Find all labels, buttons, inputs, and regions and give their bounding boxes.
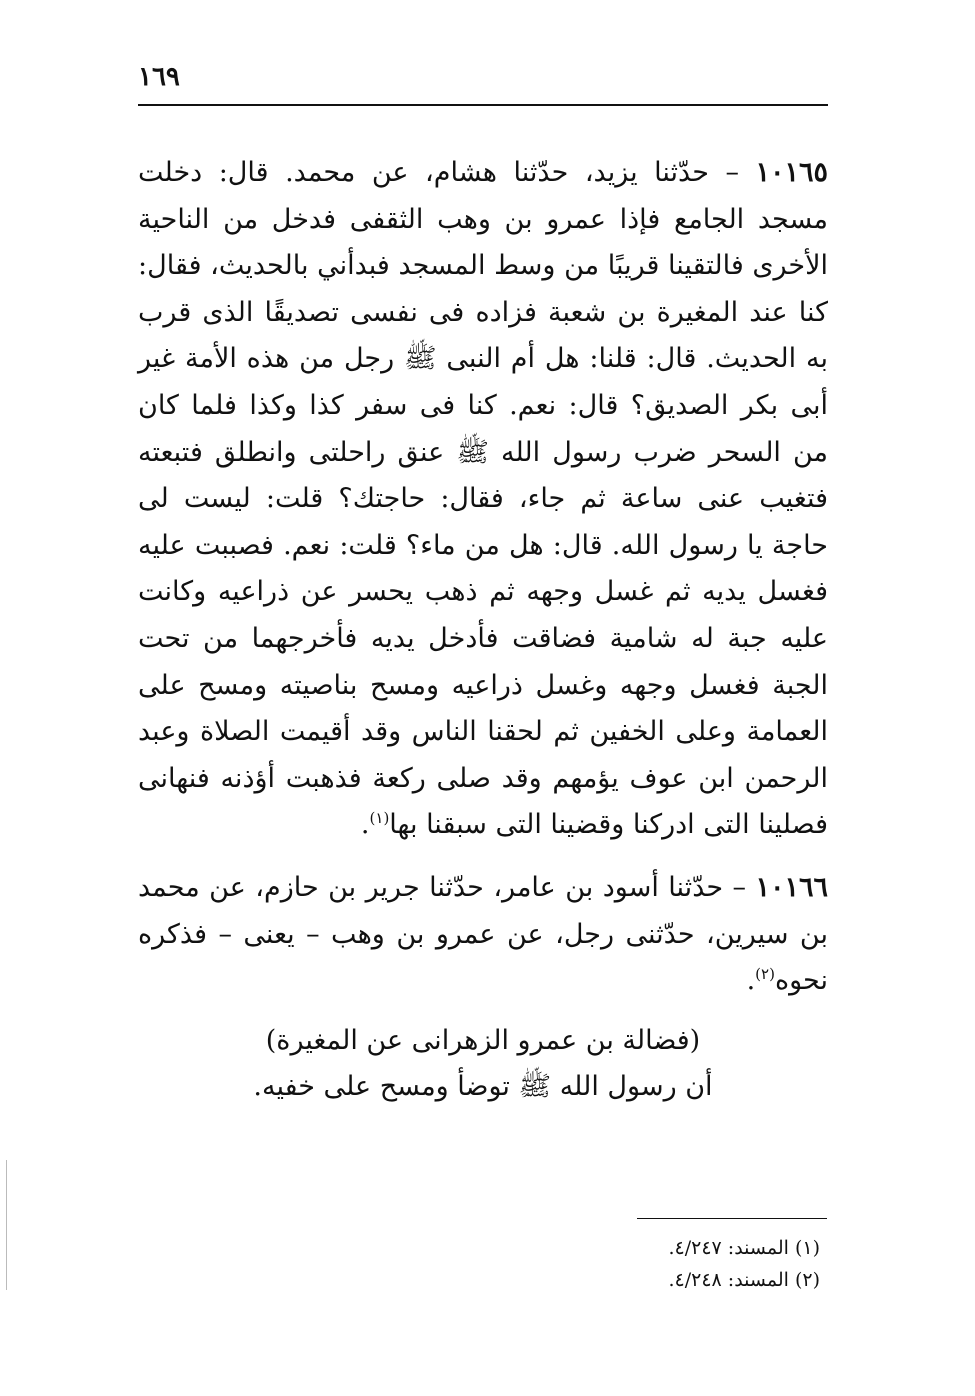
hadith-paragraph: ١٠١٦٥ – حدّثنا يزيد، حدّثنا هشام، عن محمد. قال: دخلت مسجد الجامع فإذا عمرو بن وهب الثقفى فدخل من الناحية الأخرى فالتقينا قريبًا من وسط المسجد فبدأني بالحديث، فقال: كنا عند المغيرة بن شعبة فزاده فى نفسى تصديقًا الذى قرب به الحديث. قال: قلنا: هل أم النبى ﷺ رجل من هذه الأمة غير أبى بكر الصديق؟ قال: نعم. كنا فى سفر كذا وكذا فلما كان من السحر ضرب رسول الله ﷺ عنق راحلتى وانطلق فتبعته فتغيب عنى ساعة ثم جاء، فقال: حاجتك؟ قلت: ليست لى حاجة يا رسول الله. قال: هل من ماء؟ قلت: نعم. فصببت عليه فغسل يديه ثم غسل وجهه ثم ذهب يحسر عن ذراعيه وكانت عليه جبة له شامية فضاقت فأدخل يديه فأخرجهما من تحت الجبة فغسل وجهه وغسل ذراعيه ومسح بناصيته ومسح على العمامة وعلى الخفين ثم لحقنا الناس وقد أقيمت الصلاة وعبد الرحمن ابن عوف يؤمهم وقد صلى ركعة فذهبت أؤذنه فنهانى فصلينا التى ادركنا وقضينا التى سبقنا بها$^{(١)}$. bbox=[138, 157, 828, 841]
footnote-ref: (٢) bbox=[755, 965, 775, 984]
hadith-text: – حدّثنا أسود بن عامر، حدّثنا جرير بن حازم، عن محمد بن سيرين، حدّثنى رجل، عن عمرو بن وهب – يعنى – فذكره نحوه bbox=[138, 871, 828, 997]
chapter-text: أن رسول الله ﷺ توضأ ومسح على خفيه. bbox=[253, 1071, 713, 1102]
margin-scan-mark bbox=[6, 1160, 7, 1290]
hadith-number: ١٠١٦٥ bbox=[755, 157, 828, 188]
header-rule bbox=[138, 104, 828, 106]
chapter-block bbox=[138, 1018, 828, 1110]
hadith-number: ١٠١٦٦ bbox=[755, 871, 828, 903]
footnote-rule bbox=[637, 1218, 827, 1219]
hadith-text: – حدّثنا يزيد، حدّثنا هشام، عن محمد. قال: دخلت مسجد الجامع فإذا عمرو بن وهب الثقفى فدخل من الناحية الأخرى فالتقينا قريبًا من وسط المسجد فبدأني بالحديث، فقال: كنا عند المغيرة بن شعبة فزاده فى نفسى تصديقًا الذى قرب به الحديث. قال: قلنا: هل أم النبى ﷺ رجل من هذه الأمة غير أبى بكر الصديق؟ قال: نعم. كنا فى سفر كذا وكذا فلما كان من السحر ضرب رسول الله ﷺ عنق راحلتى وانطلق فتبعته فتغيب عنى ساعة ثم جاء، فقال: حاجتك؟ قلت: ليست لى حاجة يا رسول الله. قال: هل من ماء؟ قلت: نعم. فصببت عليه فغسل يديه ثم غسل وجهه ثم ذهب يحسر عن ذراعيه وكانت عليه جبة له شامية فضاقت فأدخل يديه فأخرجهما من تحت الجبة فغسل وجهه وغسل ذراعيه ومسح بناصيته ومسح على العمامة وعلى الخفين ثم لحقنا الناس وقد أقيمت الصلاة وعبد الرحمن ابن عوف يؤمهم وقد صلى ركعة فذهبت أؤذنه فنهانى فصلينا التى ادركنا وقضينا التى سبقنا بها bbox=[138, 157, 828, 841]
body-text bbox=[138, 150, 828, 1021]
footnote: (٢) المسند: ٤/٢٤٨. bbox=[668, 1269, 820, 1291]
hadith-paragraph: ١٠١٦٦ – حدّثنا أسود بن عامر، حدّثنا جرير بن حازم، عن محمد بن سيرين، حدّثنى رجل، عن عمرو بن وهب – يعنى – فذكره نحوه$^{(٢)}$. bbox=[138, 871, 828, 997]
footnote: (١) المسند: ٤/٢٤٧. bbox=[668, 1237, 820, 1259]
chapter-title: (فضالة بن عمرو الزهرانى عن المغيرة) bbox=[265, 1025, 701, 1056]
footnotes bbox=[520, 1232, 820, 1296]
page-number: ١٦٩ bbox=[138, 62, 180, 92]
footnote-ref: (١) bbox=[369, 809, 390, 828]
